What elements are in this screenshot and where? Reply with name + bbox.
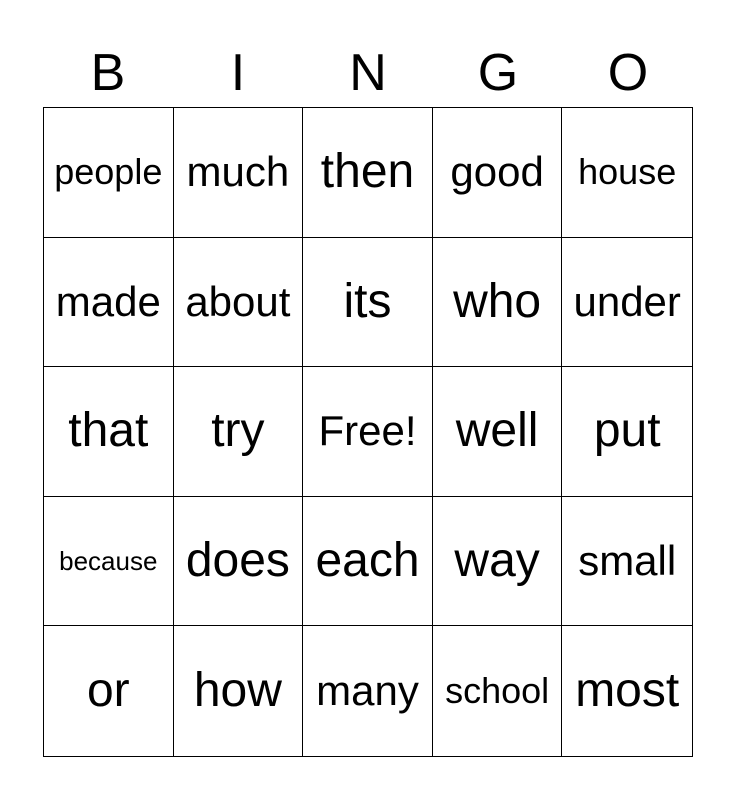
header-letter-b: B <box>90 44 126 102</box>
bingo-cell <box>303 626 433 756</box>
bingo-cell <box>433 497 563 627</box>
bingo-cell-word: many <box>316 667 419 715</box>
bingo-cell-word: try <box>211 404 265 458</box>
bingo-cell <box>44 238 174 368</box>
bingo-cell-word: people <box>54 151 163 193</box>
bingo-cell <box>303 367 433 497</box>
bingo-cell-word: house <box>578 151 677 193</box>
header-letter-o: O <box>607 44 649 102</box>
bingo-cell-word: because <box>59 546 158 577</box>
bingo-cell <box>433 238 563 368</box>
bingo-cell <box>44 626 174 756</box>
bingo-cell-word: way <box>454 534 540 588</box>
bingo-cell <box>562 497 692 627</box>
bingo-cell-word: or <box>86 664 130 718</box>
bingo-cell-word: good <box>450 148 544 196</box>
bingo-cell-word: about <box>185 277 291 325</box>
bingo-cell <box>174 108 304 238</box>
bingo-cell <box>303 497 433 627</box>
bingo-cell <box>174 367 304 497</box>
bingo-cell-word: its <box>343 274 392 328</box>
bingo-cell-word: school <box>445 670 550 712</box>
bingo-cell-word: how <box>193 664 282 718</box>
bingo-cell <box>44 497 174 627</box>
bingo-cell <box>562 108 692 238</box>
bingo-cell <box>433 108 563 238</box>
bingo-cell <box>303 108 433 238</box>
header-letter-i: I <box>230 44 246 102</box>
bingo-cell <box>44 367 174 497</box>
bingo-header <box>43 40 693 106</box>
bingo-cell <box>174 626 304 756</box>
header-letter-g: G <box>477 44 519 102</box>
bingo-cell <box>562 367 692 497</box>
bingo-cell <box>433 367 563 497</box>
bingo-cell-word: who <box>453 274 542 328</box>
bingo-cell-word: much <box>186 148 290 196</box>
bingo-cell <box>562 238 692 368</box>
bingo-board <box>43 107 693 757</box>
bingo-cell-word: small <box>578 537 677 585</box>
bingo-cell-word: then <box>320 145 415 199</box>
bingo-cell-word: under <box>573 277 681 325</box>
bingo-cell <box>174 497 304 627</box>
bingo-cell-word: Free! <box>318 407 417 455</box>
bingo-cell <box>433 626 563 756</box>
bingo-cell-word: does <box>185 534 290 588</box>
bingo-cell <box>174 238 304 368</box>
bingo-cell-word: each <box>315 534 420 588</box>
bingo-cell-word: that <box>68 404 149 458</box>
bingo-cell-word: most <box>575 664 680 718</box>
bingo-cell <box>44 108 174 238</box>
bingo-cell-word: well <box>455 404 539 458</box>
bingo-cell <box>562 626 692 756</box>
bingo-cell <box>303 238 433 368</box>
bingo-cell-word: made <box>55 277 161 325</box>
header-letter-n: N <box>349 44 387 102</box>
bingo-cell-word: put <box>593 404 661 458</box>
